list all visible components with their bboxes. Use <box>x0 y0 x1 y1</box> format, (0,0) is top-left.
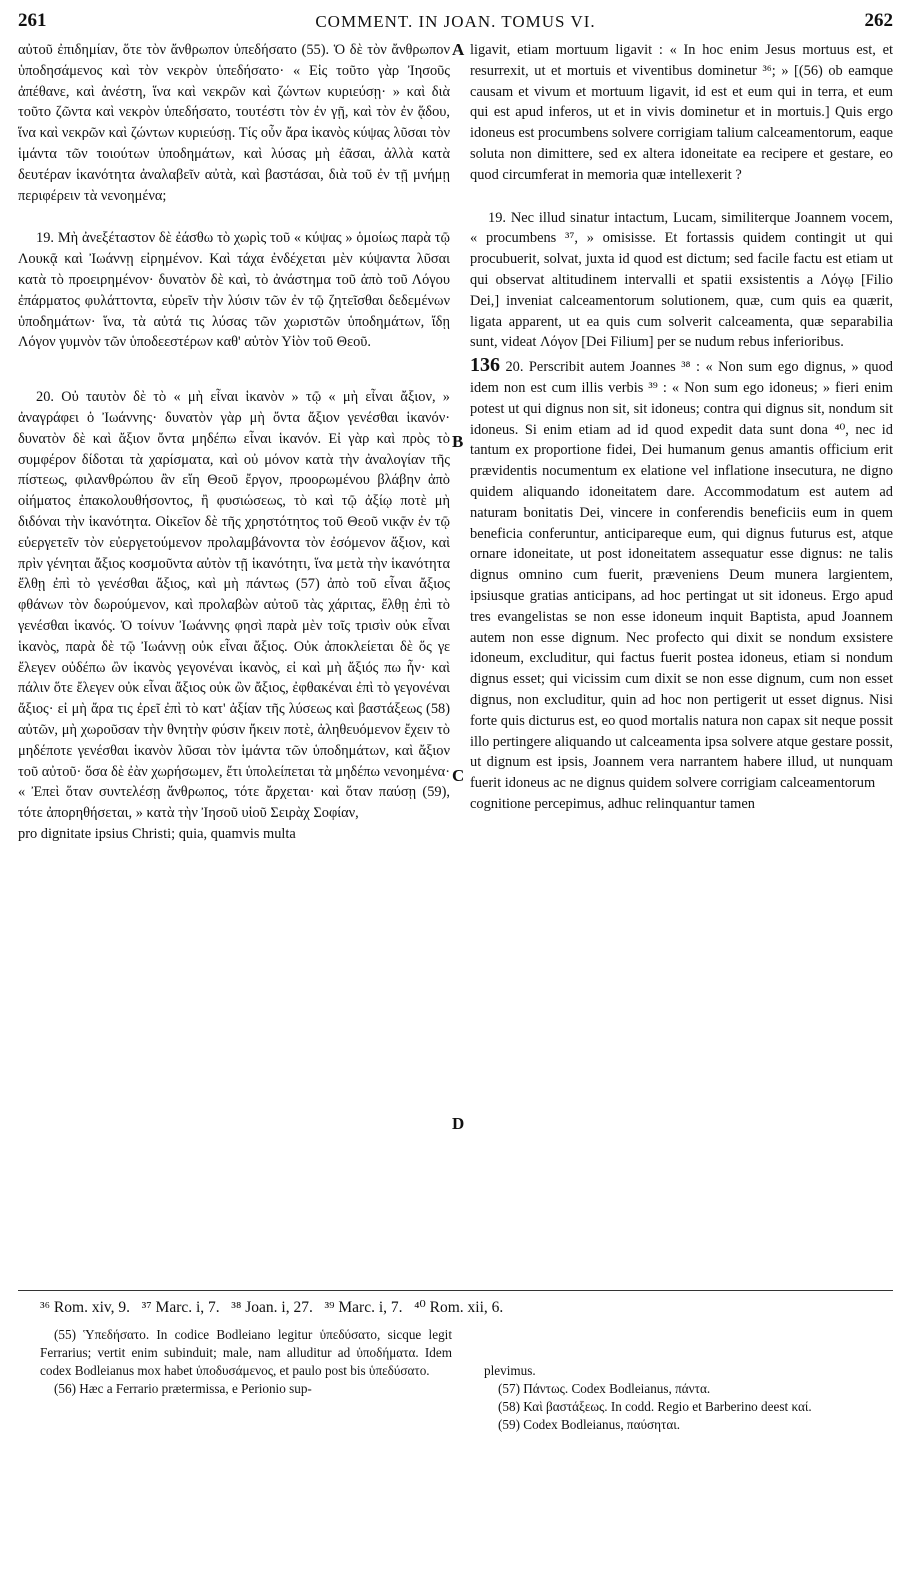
footnotes-left <box>40 1326 452 1398</box>
footnote-56: (56) Hæc a Ferrario prætermissa, e Perionio sup- <box>54 1381 312 1396</box>
footnote-59: (59) Codex Bodleianus, παύσηται. <box>498 1417 681 1432</box>
left-page-number: 261 <box>18 10 47 31</box>
greek-paragraph-19: 19. Μὴ ἀνεξέταστον δὲ ἐάσθω τὸ χωρὶς τοῦ « κύψας » ὁμοίως παρὰ τῷ Λουκᾷ καὶ Ἰωάννῃ εἰρημένον. Καὶ τάχα ἐνδέχεται μὲν κύψαντα λῦσαι κατὰ τὸ προειρημένον· δυνατὸν δὲ καὶ, τὸ ἀνάστημα τοῦ ἀπὸ τοῦ Λόγου ἐπάρματος φυλάττοντα, εὑρεῖν τὴν λύσιν τῶν ἐν τῷ ζητεῖσθαι δεδεμένων ὑποδημάτων· ἵνα, τὰ αὐτά τις λύσας τῶν χωριστῶν ὑποδημάτων, ἴδῃ Λόγον γυμνὸν τῶν ὑποδεεστέρων καθ' αὑτὸν Υἱὸν τοῦ Θεοῦ. <box>18 230 450 351</box>
page-header <box>18 10 893 38</box>
footnote-56-continued: plevimus. <box>484 1363 536 1378</box>
latin-column <box>470 40 893 815</box>
footnote-58: (58) Καὶ βαστάξεως. In codd. Regio et Barberino deest καί. <box>498 1399 812 1414</box>
margin-letter-b: B <box>452 432 464 451</box>
margin-letter-a: A <box>452 40 465 59</box>
latin-paragraph-20 <box>470 355 893 794</box>
greek-paragraph-20: 20. Οὐ ταυτὸν δὲ τὸ « μὴ εἶναι ἱκανὸν » τῷ « μὴ εἶναι ἄξιον, » ἀναγράφει ὁ Ἰωάννης· δυνατὸν γὰρ μὴ ὄντα ἄξιον γενέσθαι ἱκανόν· δυνατὸν δὲ καὶ ἄξιον ὄντα μηδέπω εἶναι ἱκανόν. Εἰ γὰρ καὶ πρὸς τὸ συμφέρον δίδοται τὰ χαρίσματα, καὶ οὐ μόνον κατὰ τὴν ἀναλογίαν τῆς πίστεως, φιλανθρώπου ἂν εἴη Θεοῦ ἔργον, προορωμένου βλάβην ἀπὸ οἰήματος ἐπακολουθήσοντος, ἢ φυσιώσεως, τὸ καὶ τῷ ἀξίῳ ποτὲ μὴ διδόναι τὴν ἱκανότητα. Οἰκεῖον δὲ τῆς χρηστότητος τοῦ Θεοῦ νικᾷν ἐν τῷ εὐεργετεῖν τὸν εὐεργετούμενον προλαμβάνοντα τὸν ἐσόμενον ἄξιον, καὶ πρὶν γένηται ἄξιος κοσμοῦντα αὐτὸν τῇ ἱκανότητι, ἵνα μετὰ τὴν ἱκανότητα ἔλθῃ ἐπὶ τὸ γενέσθαι ἄξιος, καὶ μὴ πάντως (57) ἀπὸ τοῦ εἶναι ἄξιος φθάνων τὸν δωρούμενον, καὶ προλαβὼν αὐτοῦ τὰς χάριτας, ἔλθῃ ἐπὶ τὸ γενέσθαι ἱκανός. Ὁ τοίνυν Ἰωάννης φησὶ παρὰ μὲν τοῖς τρισὶν οὐκ εἶναι ἱκανὸς, παρὰ δὲ τῷ Ἰωάννῃ οὐκ εἶναι ἄξιος. Οὐκ ἀποκλείεται δὲ ὅς γε ἔλεγεν οὐδέπω ὢν ἱκανὸς γεγονέναι ἱκανὸς, εἰ καὶ μὴ ἄξιός πω ἦν· καὶ πάλιν ὅτε ἔλεγεν οὐκ εἶναι ἄξιος οὐκ ὢν ἄξιος, ἐφθακέναι ἐπὶ τὸ γεγονέναι ἄξιος· εἰ μὴ ἄρα τις ἐρεῖ ἐπὶ τὸ κατ' ἀξίαν τῆς λύσεως καὶ βαστάξεως (58) αὐτῶν, μὴ χωροῦσαν τὴν θνητὴν φύσιν ἤκειν ποτὲ, ἀληθευόμενον ἔχειν τὸ μηδέποτε γενέσθαι ἱκανὸν λῦσαι τὸν ἱμάντα τῶν ὑποδημάτων, καὶ ἄξιον τοῦ αὐτοῦ· ὅσα δὲ ἐὰν χωρήσωμεν, ἔτι ὑπολείπεται τὰ μηδέπω νενοημένα· « Ἐπεὶ ὅταν συντελέσῃ ἄνθρωπος, τότε ἄρχεται· καὶ ὅταν παύσῃ (59), τότε ἀπορηθήσεται, » κατὰ τὴν Ἰησοῦ υἱοῦ Σειρὰχ Σοφίαν, <box>18 389 450 822</box>
margin-letter-c: C <box>452 766 465 785</box>
running-title: COMMENT. IN JOAN. TOMUS VI. <box>315 12 596 31</box>
greek-paragraph-1: αὐτοῦ ἐπιδημίαν, ὅτε τὸν ἄνθρωπον ὑπεδήσατο (55). Ὁ δὲ τὸν ἄνθρωπον ὑποδησάμενος καὶ τὸν νεκρὸν ὑπεδήσατο· « Εἰς τοῦτο γὰρ Ἰησοῦς ἀπέθανε, καὶ ἀνέστη, ἵνα καὶ νεκρῶν καὶ ζώντων κυριεύσῃ· » καὶ διὰ τοῦτο ζῶντα καὶ νεκρὸν ὑπεδήσατο, τουτέστι τὸν ἐν γῇ, καὶ τὸν ἐν ᾅδου, ἵνα καὶ νεκρῶν καὶ ζώντων κυριεύσῃ. Τίς οὖν ἄρα ἱκανὸς κύψας λῦσαι τὸν ἱμάντα τῶν τοιούτων ὑποδημάτων, καὶ λύσας μὴ ἐᾶσαι, ἀλλὰ κατὰ δευτέραν ἱκανότητα ἀναλαβεῖν αὐτὰ, καὶ βαστάσαι, διὰ τοῦ ἐν τῇ μνήμῃ περιφέρειν τὰ νενοημένα; <box>18 42 450 204</box>
greek-column <box>18 40 450 845</box>
margin-letter-d: D <box>452 1114 465 1133</box>
latin-paragraph-19: 19. Nec illud sinatur intactum, Lucam, similiterque Joannem vocem, « procumbens ³⁷, » omisisse. Et fortassis quidem contingit ut qui procubuerit, solvat, juxta id quod est dictum; sed facile factu est etiam ut qui observat altitudinem intervalli et spatii exsistentis a Λόγῳ [Filio Dei,] inveniat calceamentorum solutionem, quæ, cum quis ea quærit, ligata apparent, ut ea quis cum solverit calceamenta, quæ separabilia sunt, videat Λόγον [Dei Filium] per se nudum rebus inferioribus. <box>470 209 893 351</box>
separator-rule <box>18 1290 893 1291</box>
latin-tail-line: cognitione percepimus, adhuc relinquantur tamen <box>470 795 755 812</box>
footnotes-right <box>484 1362 889 1434</box>
column-number: 136 <box>470 354 500 377</box>
scripture-references: ³⁶ Rom. xiv, 9. ³⁷ Marc. i, 7. ³⁸ Joan. i, 27. ³⁹ Marc. i, 7. ⁴⁰ Rom. xii, 6. <box>40 1299 504 1316</box>
latin-paragraph-1: ligavit, etiam mortuum ligavit : « In hoc enim Jesus mortuus est, et resurrexit, ut et mortuis et viventibus dominetur ³⁶; » [(56) ob eamque causam et vivum et mortuum ligavit, id est et eum qui in terra, et eum qui est apud inferos, ut et in vivis dominetur et in mortuis.] Quis ergo idoneus est procumbens solvere corrigiam talium calceamentorum, eaque soluta non dimittere, sed ex altera idoneitate ea recipere et gestare, eo quod circumferat in memoria quæ intellexerit ? <box>470 42 893 183</box>
footnote-57: (57) Πάντως. Codex Bodleianus, πάντα. <box>498 1381 711 1396</box>
right-page-number: 262 <box>864 10 893 31</box>
footnote-55: (55) Ὑπεδήσατο. In codice Bodleiano legitur ὑπεδύσατο, sicque legit Ferrarius; vertit enim subinduit; male, nam alluditur ad ὑποδήματα. Idem codex Bodleianus mox habet ὑποδυσάμενος, et paulo post bis ὑπεδύσατο. <box>40 1327 452 1378</box>
latin-paragraph-20-text: 20. Perscribit autem Joannes ³⁸ : « Non sum ego dignus, » quod idem non est cum illis verbis ³⁹ : « Non sum ego idoneus; » fieri enim potest ut qui dignus non sit, sit idoneus; contra qui dignus sit, nondum sit idoneus. Si enim etiam ad id quod expedit data sunt dona ⁴⁰, nec id tantum ex proportione fidei, Dei humanum genus amantis officium erit prævidentis nocumentum ex elatione vel inflatione insecutura, ne digno quidem aliquando idoneitatem dare. Accommodatum est autem ad naturam bonitatis Dei, vincere in conferendis beneficiis eum in quem beneficia conferuntur, anticipareque eum, qui dignus futurus est, atque ornare idoneitate, ut post idoneitatem assequatur esse dignus: ne talis dignus omnino cum fuerit, præveniens Deum munera largientem, ipsiusque gratias anticipans, ad hoc pertingat ut sit idoneus. Ergo apud tres evangelistas se non esse idoneum inquit Baptista, apud Joannem autem non esse dignum. Nec profecto qui dixit se nondum exsistere idoneum, excluditur, qui factus fuerit postea idoneus, etiam si nondum dignus esset; qui vicissim cum dixit se non esse dignum, cum non esset dignus, non excluditur, quin ad hoc non pertigerit ut esset dignus. Nisi forte quis dicturus est, eo quod mortalis natura non capax sit neque possit illo pertingere aliquando ut calceamenta ipsa solvere atque gestare possit, ut dignum est ipsis, Joannem vera narrantem habere illud, ut nunquam fuerit idoneus ac ne dignus quidem solvere corrigiam calceamentorum <box>470 359 893 792</box>
greek-tail-line: pro dignitate ipsius Christi; quia, quamvis multa <box>18 825 296 842</box>
